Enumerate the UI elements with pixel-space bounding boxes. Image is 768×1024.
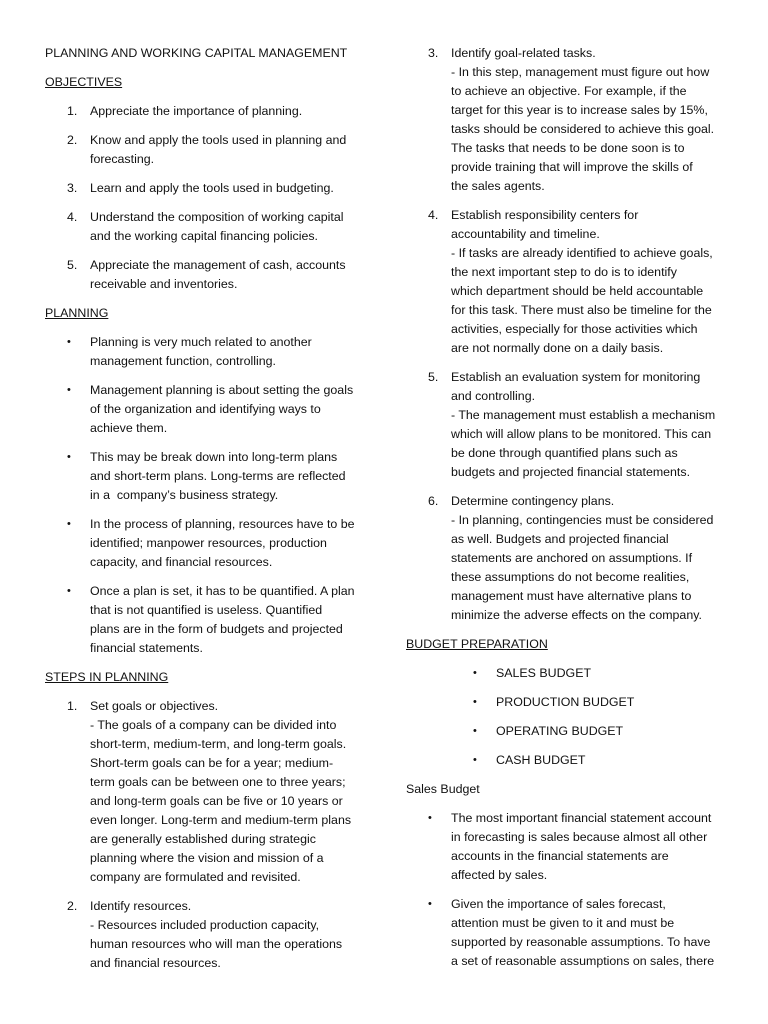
- text-line: Management planning is about setting the goals: [90, 383, 354, 397]
- text-line: Learn and apply the tools used in budgeting.: [90, 181, 334, 195]
- list-number: 2.: [67, 899, 78, 913]
- text-line: statements are anchored on assumptions. If: [451, 551, 693, 565]
- step-item: [406, 492, 732, 625]
- objective-item: [45, 179, 375, 198]
- text-line: that is not quantified is useless. Quantified: [90, 603, 323, 617]
- list-number: 3.: [428, 46, 439, 60]
- step-item: [406, 368, 732, 482]
- text-line: the next important step to do is to identify: [451, 265, 677, 279]
- text-line: planning where the vision and mission of a: [90, 851, 324, 865]
- step-item: [406, 206, 732, 358]
- list-number: 5.: [67, 258, 78, 272]
- text-line: - In planning, contingencies must be considered: [451, 513, 714, 527]
- text-line: Once a plan is set, it has to be quantified. A plan: [90, 584, 355, 598]
- planning-item: [45, 448, 375, 505]
- list-number: 5.: [428, 370, 439, 384]
- budget-item: [406, 722, 732, 741]
- text-line: be done through quantified plans such as: [451, 446, 678, 460]
- bullet-icon: •: [428, 898, 432, 910]
- step-title: Determine contingency plans.: [451, 494, 615, 508]
- step-title: Set goals or objectives.: [90, 699, 219, 713]
- text-line: The most important financial statement account: [451, 811, 712, 825]
- steps-list-left: [45, 697, 375, 973]
- text-line: the sales agents.: [451, 179, 545, 193]
- text-line: attention must be given to it and must be: [451, 916, 675, 930]
- budget-list: [406, 664, 732, 770]
- right-column: [406, 44, 732, 981]
- objectives-heading: OBJECTIVES: [45, 75, 123, 89]
- bullet-icon: •: [473, 667, 477, 679]
- text-line: and short-term plans. Long-terms are reflected: [90, 469, 346, 483]
- text-line: management must have alternative plans to: [451, 589, 692, 603]
- text-line: human resources who will man the operations: [90, 937, 343, 951]
- sales-budget-item: [406, 895, 732, 971]
- planning-item: [45, 515, 375, 572]
- document-title: PLANNING AND WORKING CAPITAL MANAGEMENT: [45, 46, 348, 60]
- text-line: of the organization and identifying ways to: [90, 402, 321, 416]
- sales-budget-item: [406, 809, 732, 885]
- text-line: these assumptions do not become realities,: [451, 570, 690, 584]
- sales-budget-list: [406, 809, 732, 971]
- text-line: minimize the adverse effects on the company.: [451, 608, 702, 622]
- step-title: Identify resources.: [90, 899, 192, 913]
- text-line: and financial resources.: [90, 956, 221, 970]
- text-line: a set of reasonable assumptions on sales, there: [451, 954, 715, 968]
- left-column: [45, 44, 375, 983]
- text-line: budgets and projected financial statements.: [451, 465, 691, 479]
- list-number: 4.: [67, 210, 78, 224]
- text-line: are not normally done on a daily basis.: [451, 341, 664, 355]
- step-item: [45, 697, 375, 887]
- step-title: accountability and timeline.: [451, 227, 600, 241]
- text-line: Given the importance of sales forecast,: [451, 897, 666, 911]
- text-line: receivable and inventories.: [90, 277, 238, 291]
- bullet-icon: •: [67, 336, 71, 348]
- list-number: 6.: [428, 494, 439, 508]
- text-line: In the process of planning, resources have to be: [90, 517, 355, 531]
- step-title: and controlling.: [451, 389, 536, 403]
- text-line: activities, especially for those activities which: [451, 322, 698, 336]
- sales-budget-heading: Sales Budget: [406, 782, 480, 796]
- bullet-icon: •: [473, 725, 477, 737]
- text-line: Appreciate the importance of planning.: [90, 104, 303, 118]
- text-line: OPERATING BUDGET: [496, 724, 624, 738]
- text-line: Know and apply the tools used in planning and: [90, 133, 347, 147]
- text-line: provide training that will improve the skills of: [451, 160, 693, 174]
- text-line: - The goals of a company can be divided into: [90, 718, 337, 732]
- bullet-icon: •: [67, 384, 71, 396]
- step-title: Identify goal-related tasks.: [451, 46, 596, 60]
- text-line: in a company’s business strategy.: [90, 488, 279, 502]
- planning-item: [45, 333, 375, 371]
- text-line: for this task. There must also be timeline for the: [451, 303, 712, 317]
- text-line: Planning is very much related to another: [90, 335, 312, 349]
- text-line: capacity, and financial resources.: [90, 555, 273, 569]
- step-item: [406, 44, 732, 196]
- text-line: even longer. Long-term and medium-term plans: [90, 813, 352, 827]
- step-title: Establish an evaluation system for monitoring: [451, 370, 701, 384]
- text-line: and long-term goals can be five or 10 years or: [90, 794, 343, 808]
- list-number: 2.: [67, 133, 78, 147]
- step-item: [45, 897, 375, 973]
- planning-heading: PLANNING: [45, 306, 109, 320]
- steps-list-right: [406, 44, 732, 625]
- text-line: plans are in the form of budgets and projected: [90, 622, 343, 636]
- budget-item: [406, 751, 732, 770]
- text-line: tasks should be considered to achieve this goal.: [451, 122, 715, 136]
- bullet-icon: •: [473, 696, 477, 708]
- objectives-list: [45, 102, 375, 294]
- text-line: in forecasting is sales because almost all other: [451, 830, 708, 844]
- step-title: Establish responsibility centers for: [451, 208, 639, 222]
- planning-item: [45, 582, 375, 658]
- text-line: Appreciate the management of cash, accounts: [90, 258, 346, 272]
- text-line: CASH BUDGET: [496, 753, 586, 767]
- text-line: Short-term goals can be for a year; medium-: [90, 756, 334, 770]
- text-line: forecasting.: [90, 152, 155, 166]
- text-line: term goals can be between one to three years;: [90, 775, 346, 789]
- text-line: which department should be held accountable: [451, 284, 704, 298]
- text-line: This may be break down into long-term plans: [90, 450, 338, 464]
- text-line: achieve them.: [90, 421, 168, 435]
- text-line: to achieve an objective. For example, if the: [451, 84, 687, 98]
- text-line: as well. Budgets and projected financial: [451, 532, 669, 546]
- text-line: The tasks that needs to be done soon is to: [451, 141, 685, 155]
- objective-item: [45, 102, 375, 121]
- bullet-icon: •: [67, 518, 71, 530]
- text-line: - The management must establish a mechanism: [451, 408, 716, 422]
- steps-heading: STEPS IN PLANNING: [45, 670, 169, 684]
- budget-heading: BUDGET PREPARATION: [406, 637, 548, 651]
- list-number: 4.: [428, 208, 439, 222]
- list-number: 1.: [67, 104, 78, 118]
- text-line: company are formulated and revisited.: [90, 870, 301, 884]
- text-line: accounts in the financial statements are: [451, 849, 669, 863]
- list-number: 1.: [67, 699, 78, 713]
- objective-item: [45, 256, 375, 294]
- text-line: which will allow plans to be monitored. This can: [451, 427, 712, 441]
- planning-list: [45, 333, 375, 658]
- text-line: and the working capital financing policies.: [90, 229, 318, 243]
- objective-item: [45, 208, 375, 246]
- text-line: - If tasks are already identified to achieve goals,: [451, 246, 713, 260]
- text-line: target for this year is to increase sales by 15%,: [451, 103, 708, 117]
- text-line: management function, controlling.: [90, 354, 276, 368]
- budget-item: [406, 664, 732, 683]
- bullet-icon: •: [67, 451, 71, 463]
- objective-item: [45, 131, 375, 169]
- text-line: short-term, medium-term, and long-term goals.: [90, 737, 347, 751]
- text-line: financial statements.: [90, 641, 203, 655]
- planning-item: [45, 381, 375, 438]
- text-line: - In this step, management must figure out how: [451, 65, 710, 79]
- text-line: supported by reasonable assumptions. To have: [451, 935, 711, 949]
- text-line: affected by sales.: [451, 868, 548, 882]
- text-line: SALES BUDGET: [496, 666, 592, 680]
- budget-item: [406, 693, 732, 712]
- text-line: are generally established during strategic: [90, 832, 316, 846]
- bullet-icon: •: [428, 812, 432, 824]
- list-number: 3.: [67, 181, 78, 195]
- text-line: Understand the composition of working capital: [90, 210, 344, 224]
- text-line: identified; manpower resources, production: [90, 536, 327, 550]
- bullet-icon: •: [67, 585, 71, 597]
- text-line: - Resources included production capacity,: [90, 918, 320, 932]
- text-line: PRODUCTION BUDGET: [496, 695, 635, 709]
- bullet-icon: •: [473, 754, 477, 766]
